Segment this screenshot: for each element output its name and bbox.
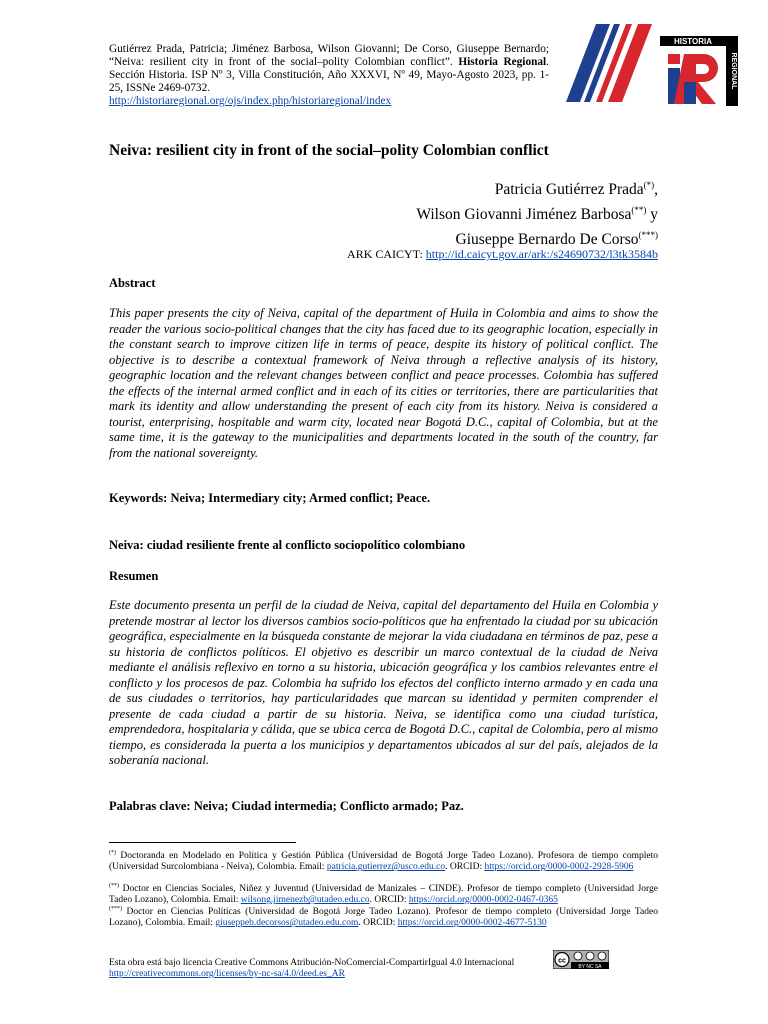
resumen-text: Este documento presenta un perfil de la ciudad de Neiva, capital del departamento del Huila en Colombia y pretende mostrar al lector los diversos cambios socio-políticos que ha enfrentado la ciudad por su ubicación geográfica, especialmente en la búsqueda constante de mejorar la vida ciudadana en términos de paz, pese a su historia de conflictos políticos. El objetivo es describir un marco contextual de la ciudad de Neiva mediante el análisis reflexivo en torno a su historia, ubicación geográfica y los cambios relevantes entre el conflicto y los procesos de paz. Colombia ha sufrido los efectos del conflicto interno armado y en cada una de sus ciudades o territorios, hay particularidades que marcan su identidad y permiten comprender el presente de cada ciudad a partir de su historia. Neiva, se identifica como una ciudad turística, emprendedora, hospitalaria y cálida, que se ubica cerca de Bogotá D.C., capital de Colombia, pero al mismo tiempo, es considerada la puerta a los municipios y departamentos ubicados al sur del país, alejados de la soberanía nacional. — [109, 598, 658, 767]
journal-link[interactable]: http://historiaregional.org/ojs/index.php/historiaregional/index — [109, 95, 392, 107]
resumen-heading: Resumen — [109, 569, 159, 583]
keywords-es: Palabras clave: Neiva; Ciudad intermedia; Conflicto armado; Paz. — [109, 799, 464, 813]
citation-authors-title: Gutiérrez Prada, Patricia; Jiménez Barbosa, Wilson Giovanni; De Corso, Giuseppe Bernardo; “Neiva: resilient city in front of the social–polity Colombian conflict”. — [109, 43, 549, 68]
paper-title: Neiva: resilient city in front of the social–polity Colombian conflict — [109, 142, 549, 159]
author-list — [416, 175, 658, 250]
spanish-title: Neiva: ciudad resiliente frente al conflicto sociopolítico colombiano — [109, 538, 466, 552]
svg-text:cc: cc — [558, 957, 566, 965]
footnote-2-orcid[interactable]: https://orcid.org/0000-0002-0467-0365 — [408, 895, 558, 906]
footnote-1-orcid[interactable]: https://orcid.org/0000-0002-2928-5906 — [484, 862, 634, 873]
abstract-heading: Abstract — [109, 276, 156, 290]
footnote-2: (**) Doctor en Ciencias Sociales, Niñez y Juventud (Universidad de Manizales – CINDE). Profesor de tiempo completo (Universidad Jorge Tadeo Lozano), Colombia. Email: wilsong.jimenezb@utadeo.edu.co. ORCID: https://orcid.org/0000-0002-0467-0365 — [109, 883, 658, 906]
historia-regional-logo — [660, 36, 738, 106]
journal-stripes-logo — [566, 24, 652, 102]
footnote-3: (***) Doctor en Ciencias Políticas (Universidad de Bogotá Jorge Tadeo Lozano). Profesor de tiempo completo (Universidad Jorge Tadeo Lozano), Colombia. Email: giuseppeb.decorsos@utadeo.edu.com. ORCID: https://orcid.org/0000-0002-4677-5130 — [109, 906, 658, 929]
journal-name: Historia Regional — [458, 56, 547, 68]
ark-identifier: ARK CAICYT: http://id.caicyt.gov.ar/ark:/s24690732/l3tk3584b — [347, 247, 658, 261]
license-text: Esta obra está bajo licencia Creative Commons Atribución-NoComercial-CompartirIgual 4.0 Internacional — [109, 958, 515, 968]
footnote-divider — [109, 842, 296, 843]
citation-details: . Sección Historia. ISP Nº 3, Villa Constitución, Año XXXVI, Nº 49, Mayo-Agosto 2023, pp. 1-25, ISSNe 2469-0732. — [109, 56, 549, 94]
footnote-1-email[interactable]: patricia.gutierrez@usco.edu.co — [326, 862, 446, 873]
footnote-3-orcid[interactable]: https://orcid.org/0000-0002-4677-5130 — [397, 918, 547, 929]
author-2: Wilson Giovanni Jiménez Barbosa(**) y — [416, 205, 658, 224]
abstract-text: This paper presents the city of Neiva, capital of the department of Huila in Colombia and aims to show the reader the various socio-political changes that the city has faced due to its geographic location, especially in the constant search to improve citizen life in terms of peace, despite its history of political conflict. The objective is to describe a contextual framework of Neiva through a reflective analysis of its history, geographic location and the relevant changes between conflict and peace processes. Colombia has suffered the effects of the internal armed conflict and in each of its cities or territories, there are particularities that mark its identity and allow understanding the present of each city from its history. Neiva is considered a tourist, enterprising, hospitable and warm city, located near Bogotá D.C., capital of Colombia, but at the same time, it is the gateway to the municipalities and departments located in the south of the country, far from the national sovereignty. — [109, 306, 658, 460]
keywords-en: Keywords: Neiva; Intermediary city; Armed conflict; Peace. — [109, 491, 431, 505]
citation-block — [109, 43, 549, 108]
author-3: Giuseppe Bernardo De Corso(***) — [455, 230, 658, 249]
footnote-2-email[interactable]: wilsong.jimenezb@utadeo.edu.co — [240, 895, 370, 906]
logo-text-top: HISTORIA — [673, 37, 713, 46]
cc-badge-text: BY NC SA — [578, 964, 602, 969]
license-link[interactable]: http://creativecommons.org/licenses/by-nc-sa/4.0/deed.es_AR — [109, 969, 345, 979]
logo-text-side: REGIONAL — [730, 52, 737, 90]
cc-license-badge[interactable] — [553, 950, 609, 969]
ark-link[interactable]: http://id.caicyt.gov.ar/ark:/s24690732/l3tk3584b — [425, 247, 658, 261]
footnote-1: (*) Doctoranda en Modelado en Política y Gestión Pública (Universidad de Bogotá Jorge Tadeo Lozano). Profesora de tiempo completo (Universidad Surcolombiana - Neiva), Colombia. Email: patricia.gutierrez@usco.edu.co. ORCID: https://orcid.org/0000-0002-2928-5906 — [109, 850, 658, 873]
author-1: Patricia Gutiérrez Prada(*), — [494, 180, 658, 199]
footnote-3-email[interactable]: giuseppeb.decorsos@utadeo.edu.com — [215, 918, 359, 929]
